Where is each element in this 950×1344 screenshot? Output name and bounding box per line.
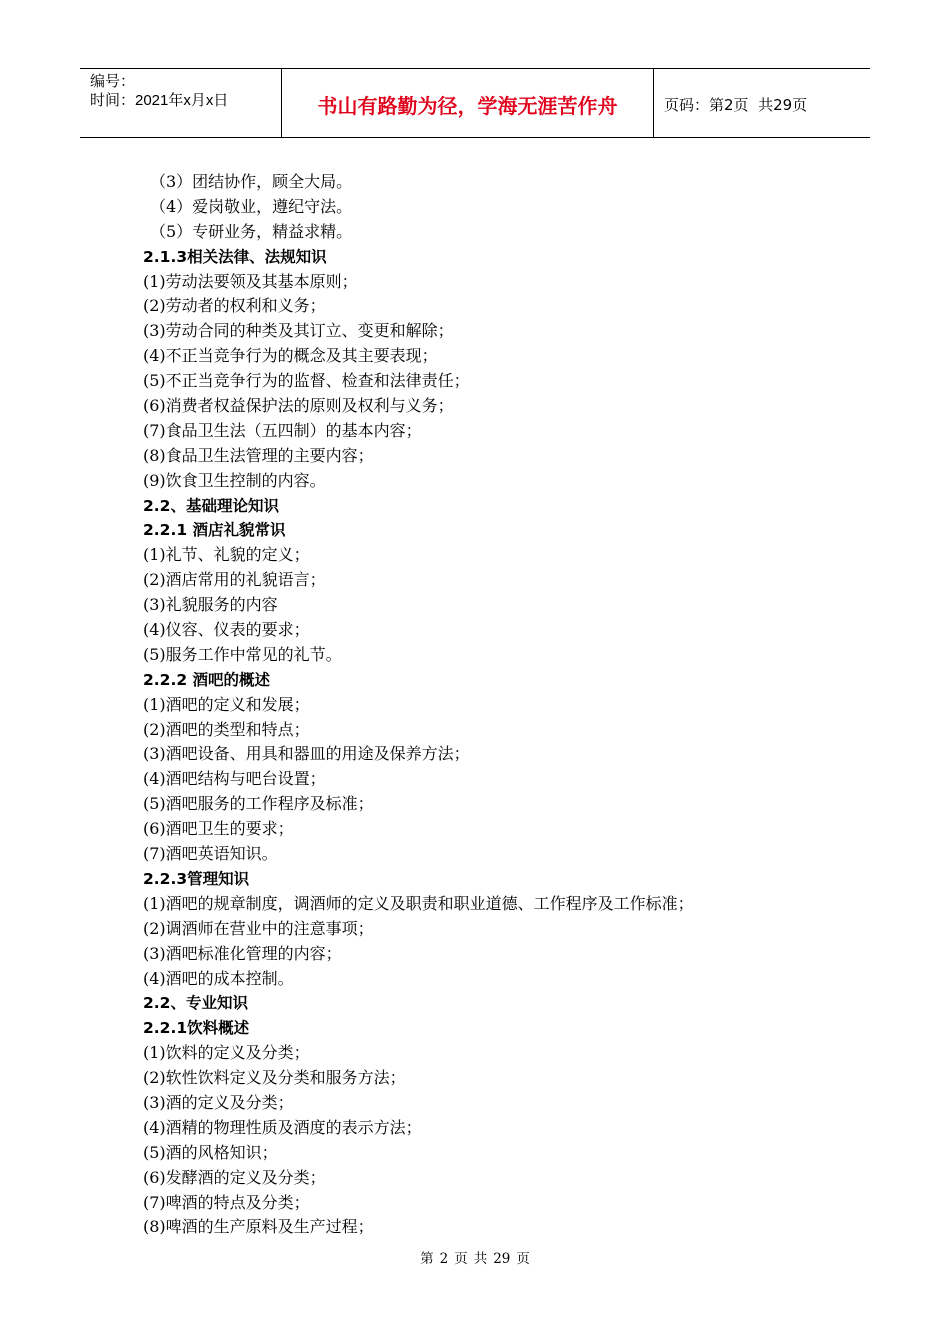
footer-text: 2 [439, 1251, 449, 1267]
list-item: （5）专研业务，精益求精。 [150, 221, 353, 241]
list-item: (6)发酵酒的定义及分类； [143, 1167, 326, 1187]
document-body [143, 170, 863, 1240]
document-date: 时间：2021年x月x日 [90, 92, 229, 109]
section-heading: 2.1.3相关法律、法规知识 [143, 247, 327, 266]
list-item: (3)酒吧标准化管理的内容； [143, 943, 342, 963]
list-item: (4)不正当竞争行为的概念及其主要表现； [143, 346, 438, 366]
list-item: （3）团结协作，顾全大局。 [150, 172, 353, 191]
list-item: (6)酒吧卫生的要求； [143, 819, 294, 839]
page-footer [0, 1247, 950, 1267]
list-item: (1)酒吧的定义和发展； [143, 694, 310, 714]
section-heading: 2.2.3管理知识 [143, 869, 250, 888]
list-item: （4）爱岗敬业，遵纪守法。 [150, 196, 353, 216]
header-page-info: 页码：第2页 共29页 [664, 95, 808, 114]
list-item: (2)劳动者的权利和义务； [143, 296, 326, 316]
header-motto: 书山有路勤为径，学海无涯苦作舟 [282, 69, 654, 137]
list-item: (6)消费者权益保护法的原则及权利与义务； [143, 396, 454, 416]
section-heading: 2.2.1 酒店礼貌常识 [143, 521, 286, 540]
footer-text: 第 [420, 1251, 434, 1267]
list-item: (4)酒吧结构与吧台设置； [143, 769, 326, 789]
list-item: (4)仪容、仪表的要求； [143, 620, 310, 640]
list-item: (2)调酒师在营业中的注意事项； [143, 918, 374, 938]
list-item: (5)不正当竞争行为的监督、检查和法律责任； [143, 371, 470, 391]
list-item: (3)酒的定义及分类； [143, 1092, 294, 1112]
list-item: (5)服务工作中常见的礼节。 [143, 644, 342, 664]
header-meta [80, 69, 282, 137]
list-item: (1)酒吧的规章制度，调酒师的定义及职责和职业道德、工作程序及工作标准； [143, 893, 694, 913]
footer-text: 页 [454, 1251, 468, 1267]
list-item: (7)啤酒的特点及分类； [143, 1192, 310, 1212]
list-item: (8)啤酒的生产原料及生产过程； [143, 1217, 374, 1237]
list-item: (4)酒吧的成本控制。 [143, 968, 294, 988]
list-item: (1)饮料的定义及分类； [143, 1043, 310, 1063]
list-item: (4)酒精的物理性质及酒度的表示方法； [143, 1117, 422, 1137]
list-item: (3)劳动合同的种类及其订立、变更和解除； [143, 321, 454, 341]
section-heading: 2.2.2 酒吧的概述 [143, 670, 271, 689]
list-item: (2)软性饮料定义及分类和服务方法； [143, 1068, 406, 1088]
list-item: (3)礼貌服务的内容 [143, 595, 278, 615]
section-heading: 2.2、基础理论知识 [143, 496, 279, 515]
document-number-label: 编号： [90, 73, 136, 90]
list-item: (2)酒店常用的礼貌语言； [143, 570, 326, 590]
list-item: (1)礼节、礼貌的定义； [143, 545, 310, 565]
list-item: (7)食品卫生法（五四制）的基本内容； [143, 420, 422, 440]
list-item: (3)酒吧设备、用具和器皿的用途及保养方法； [143, 744, 470, 764]
list-item: (8)食品卫生法管理的主要内容； [143, 445, 374, 465]
list-item: (2)酒吧的类型和特点； [143, 719, 310, 739]
section-heading: 2.2.1饮料概述 [143, 1019, 250, 1038]
footer-text: 共 [473, 1251, 488, 1267]
page-header [80, 68, 870, 138]
section-heading: 2.2、专业知识 [143, 994, 248, 1013]
list-item: (9)饮食卫生控制的内容。 [143, 470, 326, 490]
footer-text: 页 [516, 1251, 530, 1267]
list-item: (1)劳动法要领及其基本原则； [143, 271, 358, 291]
list-item: (7)酒吧英语知识。 [143, 844, 278, 864]
list-item: (5)酒吧服务的工作程序及标准； [143, 794, 374, 814]
list-item: (5)酒的风格知识； [143, 1142, 278, 1162]
footer-text: 29 [493, 1251, 511, 1267]
